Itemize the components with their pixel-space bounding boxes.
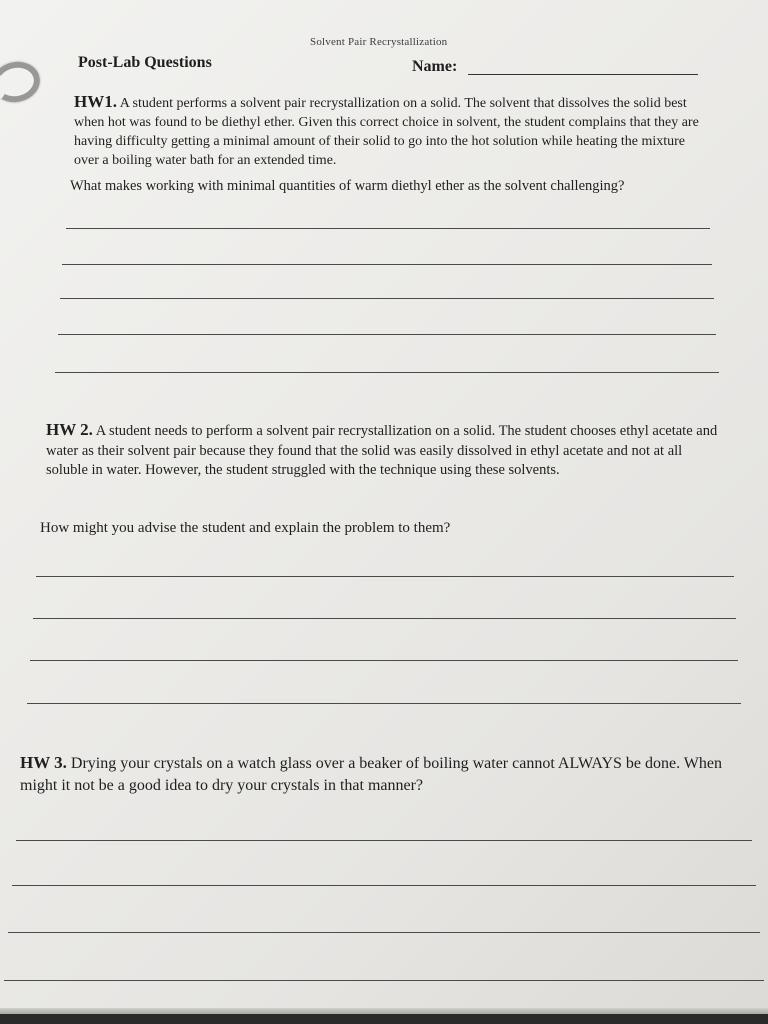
name-label: Name: [412,58,458,75]
answer-line[interactable] [27,703,741,704]
answer-line[interactable] [62,264,712,265]
answer-line[interactable] [4,980,764,981]
page-bottom-edge [0,1014,768,1024]
answer-line[interactable] [55,372,719,373]
answer-line[interactable] [12,885,756,886]
question-text: A student needs to perform a solvent pair recrystallization on a solid. The student chooses ethyl acetate and water as their solvent pair because they found that the solid was easily dissolved in ethyl acetate and not at all soluble in water. However, the student struggled with the technique using these solvents. [46,423,718,478]
answer-line[interactable] [30,660,738,661]
answer-line[interactable] [36,576,734,577]
answer-line[interactable] [60,298,714,299]
binder-ring-image [0,57,44,106]
question-hw3 [20,752,745,797]
question-number: HW 3. [20,753,67,772]
question-text: A student performs a solvent pair recrystallization on a solid. The solvent that dissolves the solid best when hot was found to be diethyl ether. Given this correct choice in solvent, the student complains that they are having difficulty getting a minimal amount of their solid to go into the hot solution while heating the mixture over a boiling water bath for an extended time. [74,96,699,168]
document-header-title: Solvent Pair Recrystallization [310,36,448,48]
answer-line[interactable] [16,840,752,841]
answer-line[interactable] [33,618,736,619]
section-title: Post-Lab Questions [78,54,212,71]
question-text: Drying your crystals on a watch glass over a beaker of boiling water cannot ALWAYS be done. When might it not be a good idea to dry your crystals in that manner? [20,755,723,794]
question-hw2 [46,420,726,481]
question-prompt: How might you advise the student and explain the problem to them? [40,520,451,536]
question-hw1 [74,92,700,170]
question-number: HW 2. [46,420,93,439]
name-answer-line[interactable] [468,74,698,75]
answer-line[interactable] [66,228,710,229]
answer-line[interactable] [8,932,760,933]
question-prompt: What makes working with minimal quantities of warm diethyl ether as the solvent challenging? [70,178,625,194]
question-number: HW1. [74,92,117,111]
answer-line[interactable] [58,334,716,335]
